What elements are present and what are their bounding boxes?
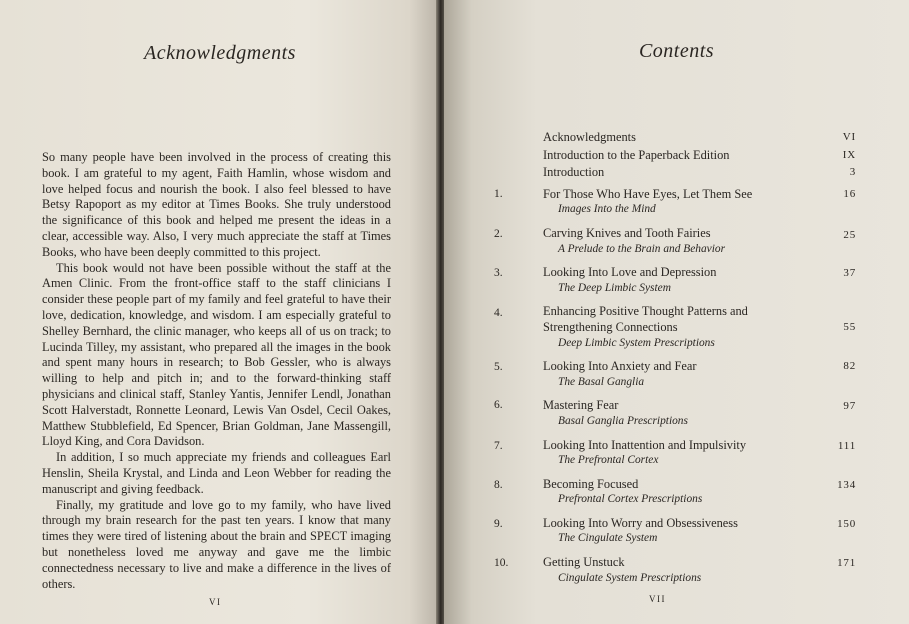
chapter-title: For Those Who Have Eyes, Let Them See bbox=[543, 186, 753, 201]
chapter-subtitle: The Prefrontal Cortex bbox=[558, 454, 659, 467]
page-ref: 3 bbox=[849, 166, 856, 179]
page-ref: 150 bbox=[837, 517, 856, 530]
chapter-number: 6. bbox=[494, 399, 503, 412]
chapter-subtitle: Prefrontal Cortex Prescriptions bbox=[558, 493, 703, 506]
toc-entry bbox=[494, 265, 856, 296]
chapter-number: 10. bbox=[494, 557, 509, 570]
chapter-subtitle: Images Into the Mind bbox=[558, 203, 656, 216]
paragraph: Finally, my gratitude and love go to my family, who have lived through my brain research for the past ten years. I know that many times they were tired of listening about the brain and SPECT imaging but nonetheless loved me anyway and gave me the limbic connectedness necessary to live and make a difference in the lives of others. bbox=[42, 497, 391, 591]
chapter-number: 3. bbox=[494, 267, 503, 280]
page-title: Contents bbox=[638, 40, 715, 62]
page-ref: VI bbox=[842, 131, 856, 143]
chapter-title: Getting Unstuck bbox=[543, 555, 625, 570]
toc-entry bbox=[494, 516, 856, 547]
page-ref: 134 bbox=[837, 478, 856, 491]
chapter-number: 2. bbox=[494, 227, 503, 240]
left-page bbox=[0, 0, 440, 624]
chapter-title: Acknowledgments bbox=[543, 130, 636, 144]
chapter-subtitle: The Basal Ganglia bbox=[558, 375, 645, 388]
toc-entry bbox=[494, 398, 856, 429]
chapter-subtitle: Basal Ganglia Prescriptions bbox=[558, 414, 688, 427]
paragraph: In addition, I so much appreciate my friends and colleagues Earl Henslin, Sheila Krystal, and Linda and Leon Webber for reading the manuscript and giving feedback. bbox=[42, 450, 391, 496]
page-ref: 16 bbox=[843, 187, 856, 200]
chapter-subtitle: Deep Limbic System Prescriptions bbox=[558, 336, 715, 349]
toc-entry bbox=[494, 555, 856, 586]
chapter-number: 5. bbox=[494, 361, 503, 374]
paragraph: So many people have been involved in the process of creating this book. I am grateful to my agent, Faith Hamlin, whose wisdom and love helped focus and nourish the book. I also feel blessed to have Betsy Rapoport as my editor at Times Books. She truly understood the significance of this book and helped me present the ideas in a clear, accessible way. Also, I very much appreciate the staff at Times Books, who have been deeply committed to this project. bbox=[42, 150, 391, 259]
right-page bbox=[444, 0, 909, 624]
toc-entry bbox=[494, 477, 856, 508]
toc-entry bbox=[494, 148, 856, 164]
page-ref: 111 bbox=[837, 439, 856, 452]
toc-entry bbox=[494, 359, 856, 390]
table-of-contents bbox=[494, 130, 856, 586]
acknowledgments-body bbox=[42, 150, 391, 592]
chapter-title: Becoming Focused bbox=[543, 476, 639, 491]
toc-entry bbox=[494, 304, 856, 351]
page-number: VII bbox=[649, 594, 666, 604]
toc-entry bbox=[494, 187, 856, 218]
page-ref: IX bbox=[842, 148, 856, 161]
chapter-subtitle: The Deep Limbic System bbox=[558, 281, 671, 294]
toc-entry bbox=[494, 226, 856, 257]
chapter-number: 9. bbox=[494, 517, 503, 530]
page-ref: 37 bbox=[843, 267, 856, 280]
chapter-title: Introduction bbox=[543, 165, 605, 180]
chapter-title: Looking Into Anxiety and Fear bbox=[543, 359, 697, 374]
toc-entry bbox=[494, 165, 856, 181]
chapter-number: 7. bbox=[494, 439, 503, 452]
chapter-title: Looking Into Love and Depression bbox=[543, 265, 717, 280]
page-ref: 82 bbox=[843, 360, 856, 373]
chapter-title: Looking Into Worry and Obsessiveness bbox=[543, 515, 738, 530]
chapter-title: Enhancing Positive Thought Patterns and Strengthening Connections bbox=[543, 304, 748, 334]
chapter-title: Mastering Fear bbox=[543, 398, 619, 413]
chapter-title: Carving Knives and Tooth Fairies bbox=[543, 225, 711, 240]
paragraph: This book would not have been possible without the staff at the Amen Clinic. From the front-office staff to the staff clinicians I consider these people part of my family and feel grateful to have their love, dedication, knowledge, and wisdom. I am especially grateful to Shelley Bernhard, the clinic manager, who keeps all of us on track; to Lucinda Tilley, my assistant, who prepared all the images in the book and spent many hours in research; to Bob Gessler, who is always willing to help and pitch in; and to the forward-thinking staff physicians and clinical staff, Stanley Yantis, Jennifer Lendl, Jonathan Scott Halverstadt, Ronnette Leonard, Lewis Van Osdel, Cecil Oakes, Matthew Stubblefield, Ed Spencer, Brian Goldman, Jane Massengill, Lloyd King, and Cora Davidson. bbox=[42, 260, 391, 449]
page-title: Acknowledgments bbox=[144, 42, 296, 64]
page-ref: 25 bbox=[843, 228, 856, 241]
page-ref: 171 bbox=[837, 557, 856, 570]
chapter-subtitle: A Prelude to the Brain and Behavior bbox=[558, 242, 726, 255]
page-ref: 55 bbox=[843, 321, 856, 334]
toc-entry bbox=[494, 130, 856, 146]
toc-entry bbox=[494, 438, 856, 469]
chapter-subtitle: The Cingulate System bbox=[558, 532, 658, 545]
page-number: VI bbox=[209, 597, 222, 607]
chapter-title: Looking Into Inattention and Impulsivity bbox=[543, 437, 747, 452]
chapter-title: Introduction to the Paperback Edition bbox=[543, 147, 730, 162]
chapter-number: 1. bbox=[494, 187, 503, 200]
chapter-subtitle: Cingulate System Prescriptions bbox=[558, 571, 702, 584]
chapter-number: 8. bbox=[494, 478, 503, 491]
page-ref: 97 bbox=[843, 400, 856, 413]
chapter-number: 4. bbox=[494, 307, 503, 320]
